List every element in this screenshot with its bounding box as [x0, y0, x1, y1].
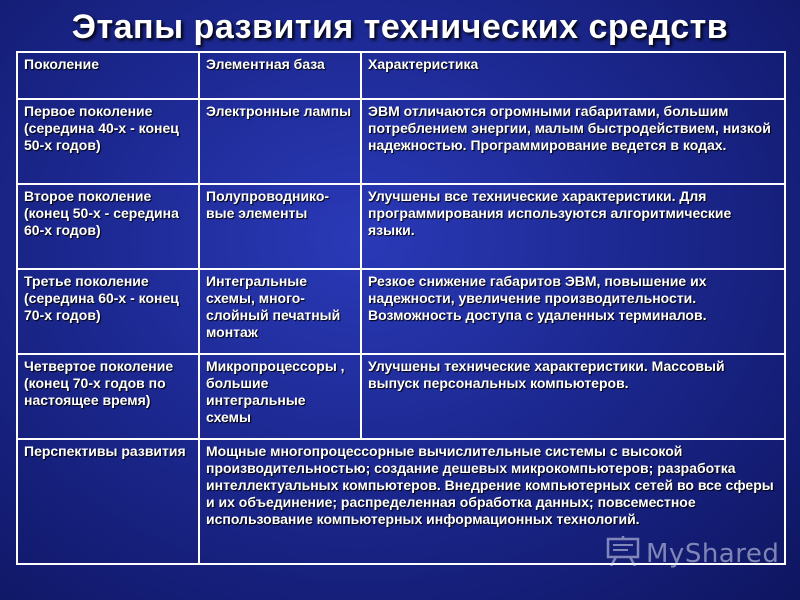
element-base-cell: Электронные лампы — [199, 99, 361, 184]
myshared-watermark — [606, 536, 779, 571]
watermark-text: MyShared — [646, 538, 780, 569]
presentation-board-icon — [606, 536, 640, 571]
element-base-cell: Полупроводнико-вые элементы — [199, 184, 361, 269]
prospects-description-cell: Мощные многопроцессорные вычислительные системы с высокой производительностью; создание дешевых микрокомпьютеров; разработка интеллектуальных компьютеров. Внедрение компьютерных сетей во все сферы и их объединение; распределенная обработка данных; повсеместное использование компьютерных информационных технологий. — [199, 439, 785, 564]
table-row — [17, 99, 785, 184]
characteristic-cell: Резкое снижение габаритов ЭВМ, повышение их надежности, увеличение производительности. Возможность доступа с удаленных терминалов. — [361, 269, 785, 354]
generation-cell: Третье поколение (середина 60-х - конец 70-х годов) — [17, 269, 199, 354]
header-element-base: Элементная база — [199, 52, 361, 99]
generations-table — [16, 51, 786, 565]
characteristic-cell: Улучшены все технические характеристики. Для программирования используются алгоритмические языки. — [361, 184, 785, 269]
header-generation: Поколение — [17, 52, 199, 99]
generation-cell: Первое поколение (середина 40-х - конец 50-х годов) — [17, 99, 199, 184]
generation-cell: Второе поколение (конец 50-х - середина 60-х годов) — [17, 184, 199, 269]
table-row — [17, 269, 785, 354]
generation-cell: Четвертое поколение (конец 70-х годов по настоящее время) — [17, 354, 199, 439]
generation-cell: Перспективы развития — [17, 439, 199, 564]
table-row — [17, 184, 785, 269]
characteristic-cell: Улучшены технические характеристики. Массовый выпуск персональных компьютеров. — [361, 354, 785, 439]
element-base-cell: Микропроцессоры , большие интегральные схемы — [199, 354, 361, 439]
element-base-cell: Интегральные схемы, много-слойный печатный монтаж — [199, 269, 361, 354]
table-header-row — [17, 52, 785, 99]
characteristic-cell: ЭВМ отличаются огромными габаритами, большим потреблением энергии, малым быстродействием, низкой надежностью. Программирование ведется в кодах. — [361, 99, 785, 184]
header-characteristic: Характеристика — [361, 52, 785, 99]
table-row — [17, 354, 785, 439]
generations-table-container — [16, 51, 784, 565]
slide-title: Этапы развития технических средств — [71, 8, 729, 46]
